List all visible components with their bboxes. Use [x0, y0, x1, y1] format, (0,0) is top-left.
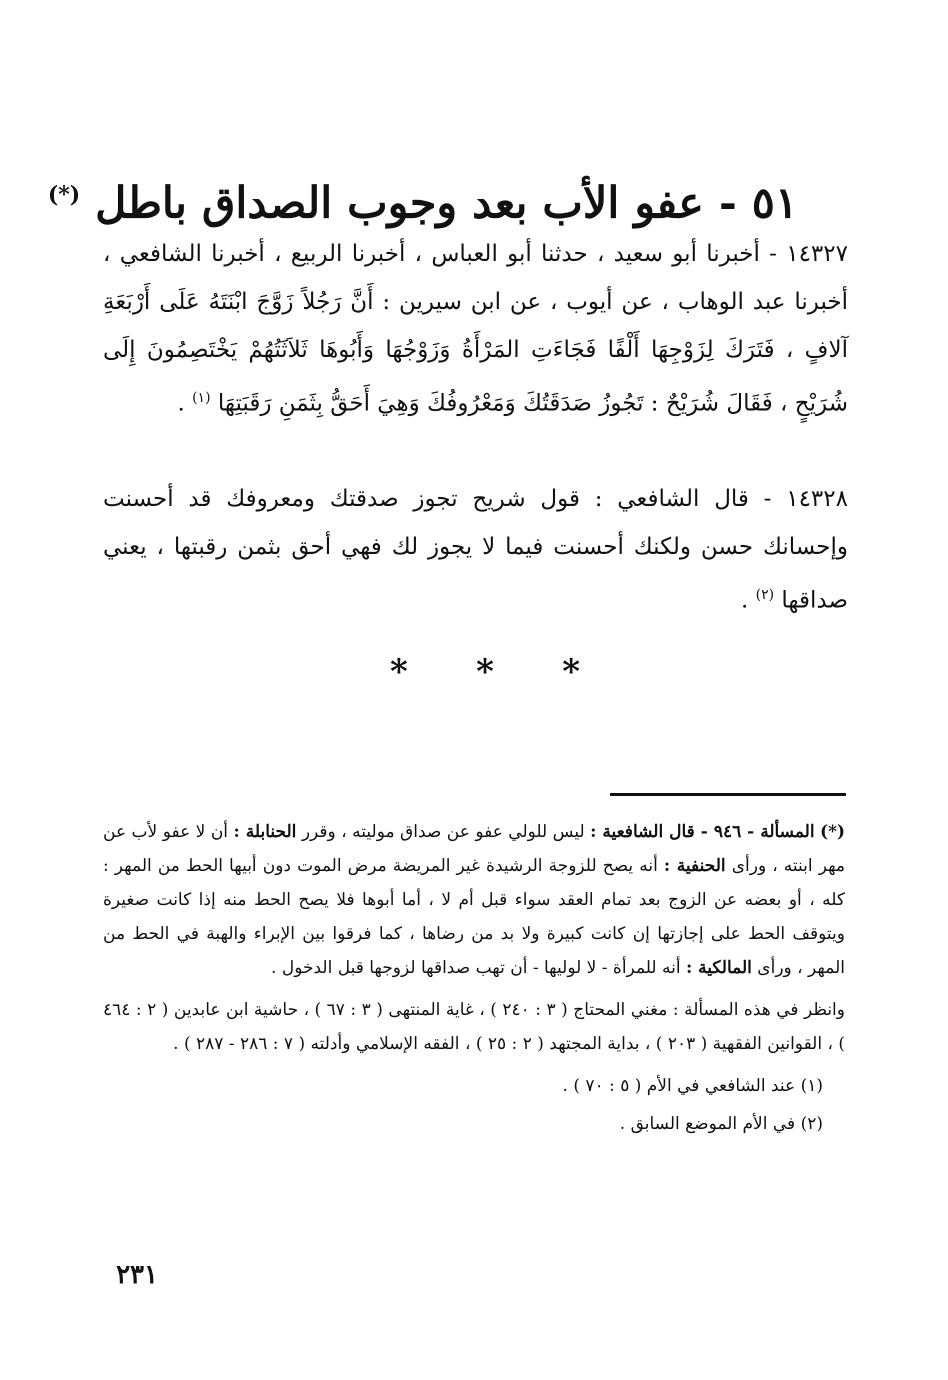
footnote-main: [103, 815, 845, 985]
footnote-main-marker: (*): [820, 822, 846, 842]
footnote-1: (١) عند الشافعي في الأم ( ٥ : ٧٠ ) .: [562, 1076, 823, 1096]
footnote-main-text: أن لا عفو لأب عن مهر ابنته ، ورأى: [103, 822, 846, 876]
paragraph-text: - أخبرنا أبو سعيد ، حدثنا أبو العباس ، أخبرنا الربيع ، أخبرنا الشافعي ، أخبرنا عبد الوهاب ، عن أيوب ، عن ابن سيرين : أَنَّ رَجُلاً زَوَّجَ ابْنَتَهُ عَلَى أَرْبَعَةِ آلافٍ ، فَتَرَكَ لِزَوْجِهَا أَلْفًا فَجَاءَتِ المَرْأَةُ وَزَوْجُهَا وَأَبُوهَا ثَلاَثَتُهُمْ يَخْتَصِمُونَ إِلَى شُرَيْحٍ ، فَقَالَ شُرَيْحٌ : تَجُوزُ صَدَقَتُكَ وَمَعْرُوفُكَ وَهِيَ أَحَقُّ بِثَمَنِ رَقَبَتِهَا: [103, 241, 848, 417]
hadith-paragraph-14327: [103, 230, 848, 428]
chapter-note-marker: (*): [47, 181, 81, 208]
separator-star: *: [476, 652, 494, 692]
section-separator: [390, 652, 580, 692]
footnote-ref-1: (١): [192, 390, 211, 406]
separator-star: *: [562, 652, 580, 692]
footnote-malikiyya-label: المالكية :: [685, 958, 752, 978]
hadith-paragraph-14328: [103, 475, 848, 625]
paragraph-number: ١٤٣٢٨: [786, 486, 848, 512]
footnote-main-text: ليس للولي عفو عن صداق موليته ، وقرر: [301, 822, 585, 842]
chapter-title-text: عفو الأب بعد وجوب الصداق باطل: [95, 178, 704, 229]
chapter-title: [47, 167, 798, 231]
chapter-number: ٥١: [751, 178, 798, 229]
separator-star: *: [390, 652, 408, 692]
footnote-hanabila-label: الحنابلة :: [233, 822, 297, 842]
paragraph-end: .: [740, 587, 749, 614]
footnotes-section: [103, 815, 845, 1145]
page-number: ٢٣١: [116, 1260, 158, 1290]
paragraph-number: ١٤٣٢٧: [786, 241, 848, 267]
footnote-references: وانظر في هذه المسألة : مغني المحتاج ( ٣ : ٢٤٠ ) ، غاية المنتهى ( ٣ : ٦٧ ) ، حاشية ابن عابدين ( ٢ : ٤٦٤ ) ، القوانين الفقهية ( ٢٠٣ ) ، بداية المجتهد ( ٢ : ٢٥ ) ، الفقه الإسلامي وأدلته ( ٧ : ٢٨٦ - ٢٨٧ ) .: [103, 1000, 845, 1054]
footnote-main-text: أنه يصح للزوجة الرشيدة غير المريضة مرض الموت دون أبيها الحط من المهر : كله ، أو بعضه عن الزوج بعد تمام العقد سواء قبل أم لا ، أما أبوها فلا يصح الحط منه إذا كانت صغيرة ويتوقف الحط على إجازتها إن كانت كبيرة ولا بد من رضاها ، كما فرقوا بين الإبراء والهبة في الحط من المهر ، ورأى: [103, 856, 845, 978]
footnote-2: (٢) في الأم الموضع السابق .: [619, 1114, 823, 1134]
footnote-divider: [610, 793, 846, 796]
footnote-main-label: المسألة - ٩٤٦ - قال الشافعية :: [590, 822, 815, 842]
footnote-hanafiyya-label: الحنفية :: [663, 856, 726, 876]
footnote-main-text: أنه للمرأة - لا لوليها - أن تهب صداقها لزوجها قبل الدخول .: [271, 958, 681, 978]
footnote-ref-2: (٢): [755, 587, 775, 603]
paragraph-text: - قال الشافعي : قول شريح تجوز صدقتك ومعروفك قد أحسنت وإحسانك حسن ولكنك أحسنت فيما لا يجوز لك فهي أحق بثمن رقبتها ، يعني صداقها: [103, 486, 848, 614]
chapter-dash: -: [718, 178, 737, 229]
paragraph-end: .: [177, 390, 185, 417]
